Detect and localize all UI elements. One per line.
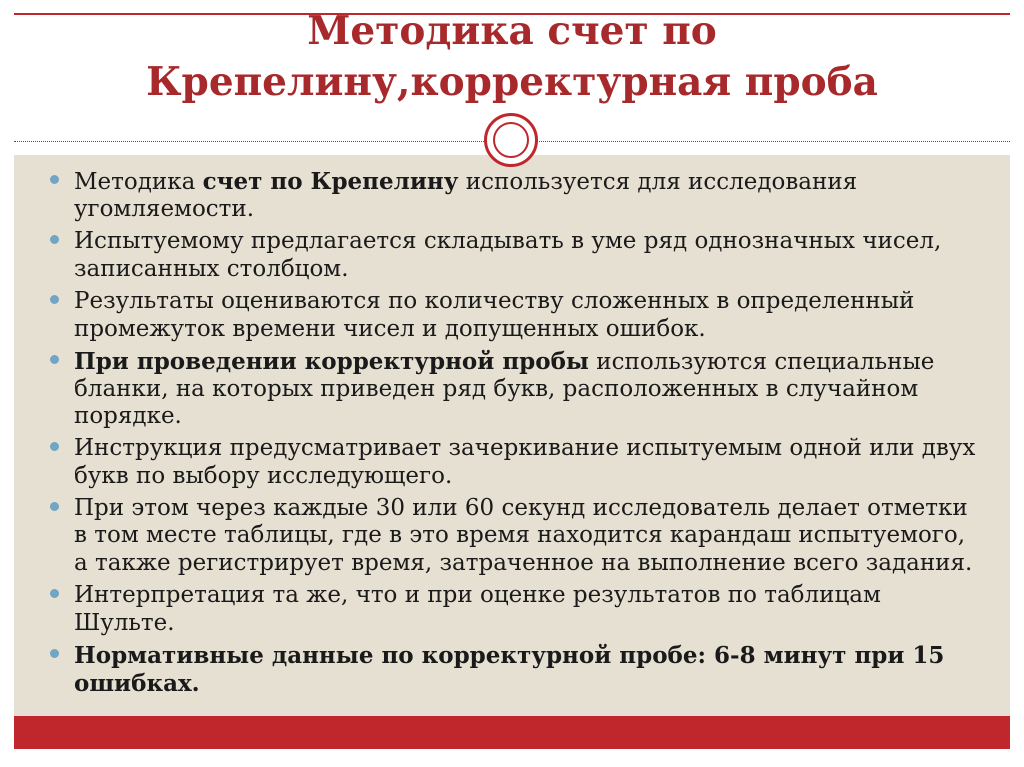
bullet-text-bold: Нормативные данные по корректурной пробе: 6-8 минут при 15 ошибках. <box>74 642 945 697</box>
bullet-text-pre: Интерпретация та же, что и при оценке результатов по таблицам Шульте. <box>74 582 881 636</box>
bullet-text-bold: счет по Крепелину <box>202 168 459 195</box>
bullet-text-pre: Методика <box>74 169 203 195</box>
bullet-item <box>46 642 986 698</box>
bullet-item <box>46 228 986 283</box>
title-line-1: Методика счет по <box>307 8 717 54</box>
bullet-text-pre: Испытуемому предлагается складывать в уме ряд однозначных чисел, записанных столбцом. <box>74 228 942 282</box>
bullet-dot-icon <box>50 175 59 184</box>
slide-title <box>14 6 1010 108</box>
bullet-item <box>46 435 986 490</box>
bullet-dot-icon <box>50 235 59 244</box>
bullet-item <box>46 348 986 430</box>
title-line-2: Крепелину,корректурная проба <box>146 59 878 105</box>
bullet-dot-icon <box>50 649 59 658</box>
footer-bar <box>14 716 1010 749</box>
bullet-dot-icon <box>50 355 59 364</box>
bullet-list <box>46 168 986 703</box>
bullet-dot-icon <box>50 589 59 598</box>
bullet-item <box>46 582 986 637</box>
bullet-dot-icon <box>50 502 59 511</box>
bullet-text-bold: При проведении корректурной пробы <box>74 348 589 375</box>
bullet-item <box>46 495 986 577</box>
bullet-item <box>46 168 986 223</box>
bullet-dot-icon <box>50 295 59 304</box>
bullet-text-post: используются специальные бланки, на которых приведен ряд букв, расположенных в случайном порядке. <box>74 349 935 429</box>
bullet-text-pre: Результаты оцениваются по количеству сложенных в определенный промежуток времени чисел и допущенных ошибок. <box>74 288 915 342</box>
bullet-text-post: используется для исследования угомляемости. <box>74 169 858 222</box>
bullet-text-pre: При этом через каждые 30 или 60 секунд исследователь делает отметки в том месте таблицы, где в это время находится карандаш испытуемого, а также регистрирует время, затраченное на выполнение всего задания. <box>74 495 973 576</box>
bullet-text-pre: Инструкция предусматривает зачеркивание испытуемым одной или двух букв по выбору исследующего. <box>74 435 976 489</box>
bullet-item <box>46 288 986 343</box>
bullet-dot-icon <box>50 442 59 451</box>
ring-ornament-icon <box>484 113 538 167</box>
